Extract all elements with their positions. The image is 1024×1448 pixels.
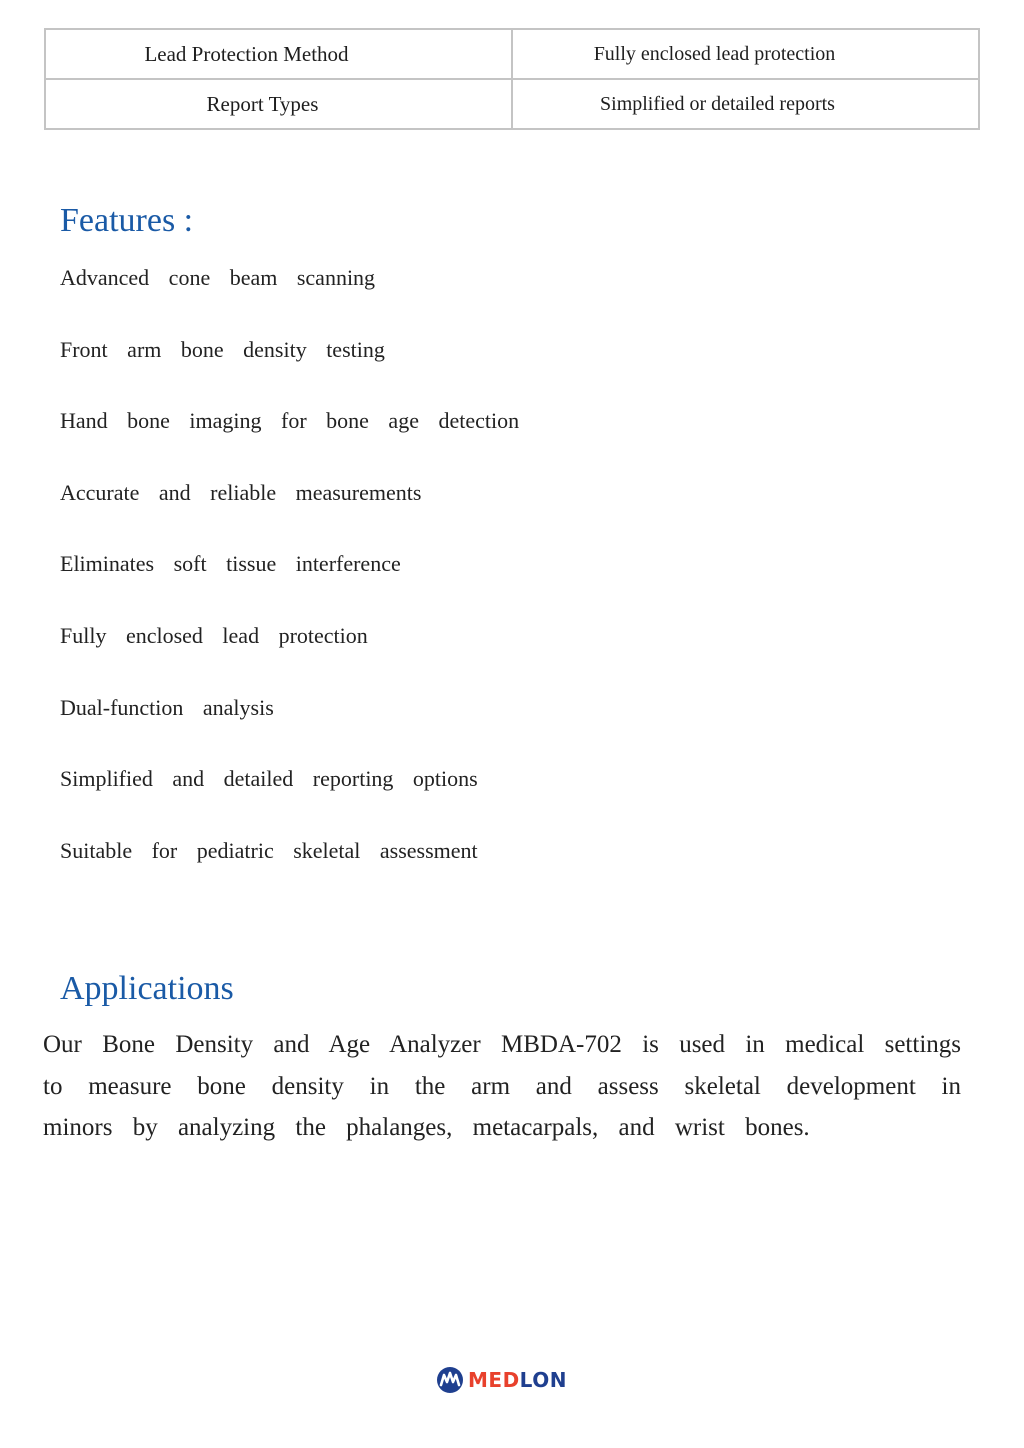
logo-text-lon: LON xyxy=(519,1368,567,1392)
feature-item: Simplified and detailed reporting options xyxy=(60,766,478,792)
feature-item: Eliminates soft tissue interference xyxy=(60,551,401,577)
feature-item: Dual-function analysis xyxy=(60,694,274,720)
spec-value: Simplified or detailed reports xyxy=(512,79,979,129)
applications-heading: Applications xyxy=(60,970,234,1007)
feature-item: Advanced cone beam scanning xyxy=(60,265,376,290)
features-list xyxy=(60,264,519,908)
medlon-logo xyxy=(436,1366,567,1394)
spec-value: Fully enclosed lead protection xyxy=(512,29,979,79)
feature-item: Accurate and reliable measurements xyxy=(60,479,422,505)
medlon-logo-text xyxy=(468,1366,567,1394)
spec-label: Report Types xyxy=(45,79,512,129)
logo-text-med: MED xyxy=(468,1368,520,1392)
feature-item: Front arm bone density testing xyxy=(60,336,385,362)
feature-item: Hand bone imaging for bone age detection xyxy=(60,408,520,434)
feature-item: Fully enclosed lead protection xyxy=(60,622,368,648)
feature-item: Suitable for pediatric skeletal assessment xyxy=(60,837,478,863)
table-row xyxy=(45,29,979,79)
spec-label: Lead Protection Method xyxy=(45,29,512,79)
features-heading: Features : xyxy=(60,202,194,239)
medlon-logo-icon xyxy=(436,1366,464,1394)
table-row xyxy=(45,79,979,129)
applications-paragraph: Our Bone Density and Age Analyzer MBDA-702 is used in medical settings to measure bone density in the arm and assess skeletal development in minors by analyzing the phalanges, metacarpals, and wrist bones. xyxy=(43,1031,961,1141)
spec-table xyxy=(44,28,980,130)
